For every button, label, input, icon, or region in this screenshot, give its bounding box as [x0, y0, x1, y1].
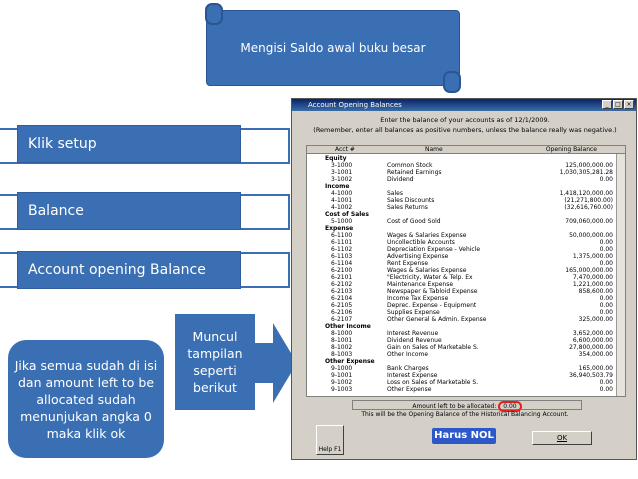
account-row: 6-1101 Uncollectible Accounts 0.00	[331, 239, 613, 246]
historical-note: This will be the Opening Balance of the Historical Balancing Account.	[361, 411, 569, 418]
title-banner	[206, 10, 460, 86]
account-row: 8-1000 Interest Revenue 3,652,000.00	[331, 330, 613, 337]
account-row: 6-2106 Supplies Expense 0.00	[331, 309, 613, 316]
account-row: 6-2104 Income Tax Expense 0.00	[331, 295, 613, 302]
step-balance: Balance	[17, 192, 241, 230]
account-row: 9-1001 Interest Expense 36,940,503.79	[331, 372, 613, 379]
account-row: 3-1002 Dividend 0.00	[331, 176, 613, 183]
banner-text: Mengisi Saldo awal buku besar	[240, 41, 426, 55]
account-row: 3-1001 Retained Earnings 1,030,305,281.28	[331, 169, 613, 176]
step-klik-setup: Klik setup	[17, 125, 241, 163]
window-titlebar: Account Opening Balances	[292, 99, 636, 111]
account-group: Other Income	[325, 323, 371, 330]
account-row: 6-2102 Maintenance Expense 1,221,000.00	[331, 281, 613, 288]
account-row: 8-1001 Dividend Revenue 6,600,000.00	[331, 337, 613, 344]
account-row: 9-1000 Bank Charges 165,000.00	[331, 365, 613, 372]
harus-nol-label: Harus NOL	[432, 428, 496, 444]
account-row: 8-1002 Gain on Sales of Marketable S. 27,800,000.00	[331, 344, 613, 351]
minimize-icon[interactable]: _	[602, 100, 612, 109]
account-row: 6-2101 "Electricity, Water & Telp. Ex 7,470,000.00	[331, 274, 613, 281]
account-row: 4-1000 Sales 1,418,120,000.00	[331, 190, 613, 197]
ok-button[interactable]: OK	[532, 431, 592, 445]
account-row: 5-1000 Cost of Good Sold 709,060,000.00	[331, 218, 613, 225]
account-row: 6-2105 Deprec. Expense - Equipment 0.00	[331, 302, 613, 309]
account-row: 6-1102 Depreciation Expense - Vehicle 0.00	[331, 246, 613, 253]
account-group: Other Expense	[325, 358, 375, 365]
account-row: 6-1100 Wages & Salaries Expense 50,000,000.00	[331, 232, 613, 239]
account-row: 9-1002 Loss on Sales of Marketable S. 0.00	[331, 379, 613, 386]
help-button[interactable]: Help F1	[316, 425, 344, 455]
account-row: 6-2100 Wages & Salaries Expense 165,000,000.00	[331, 267, 613, 274]
account-row: 6-1103 Advertising Expense 1,375,000.00	[331, 253, 613, 260]
account-group: Cost of Sales	[325, 211, 369, 218]
maximize-icon[interactable]: □	[613, 100, 623, 109]
account-row: 6-2103 Newspaper & Tabloid Expense 858,600.00	[331, 288, 613, 295]
callout-muncul: Muncul tampilan seperti berikut	[175, 314, 255, 410]
close-icon[interactable]: ×	[624, 100, 634, 109]
account-group: Income	[325, 183, 350, 190]
account-row: 6-1104 Rent Expense 0.00	[331, 260, 613, 267]
list-header: Acct # Name Opening Balance	[307, 146, 625, 154]
account-group: Expense	[325, 225, 354, 232]
account-row: 6-2107 Other General & Admin. Expense 325,000.00	[331, 316, 613, 323]
step-account-opening-balance: Account opening Balance	[17, 251, 241, 289]
amount-left-value: 0.00	[498, 401, 521, 412]
vertical-scrollbar[interactable]	[616, 154, 625, 396]
accounts-list[interactable]	[306, 145, 626, 397]
amount-left-row: Amount left to be allocated: 0.00	[352, 400, 582, 410]
account-group: Equity	[325, 155, 347, 162]
account-row: 8-1003 Other Income 354,000.00	[331, 351, 613, 358]
instructions: Enter the balance of your accounts as of 12/1/2009. (Remember, enter all balances as positive numbers, unless the balance really was negative.)	[313, 116, 617, 134]
account-row: 3-1000 Common Stock 125,000,000.00	[331, 162, 613, 169]
account-row: 4-1001 Sales Discounts (21,271,800.00)	[331, 197, 613, 204]
callout-instruction: Jika semua sudah di isi dan amount left to be allocated sudah menunjukan angka 0 maka klik ok	[8, 340, 164, 458]
account-row: 9-1003 Other Expense 0.00	[331, 386, 613, 393]
account-opening-balances-window	[291, 98, 637, 460]
account-row: 4-1002 Sales Returns (32,616,760.00)	[331, 204, 613, 211]
